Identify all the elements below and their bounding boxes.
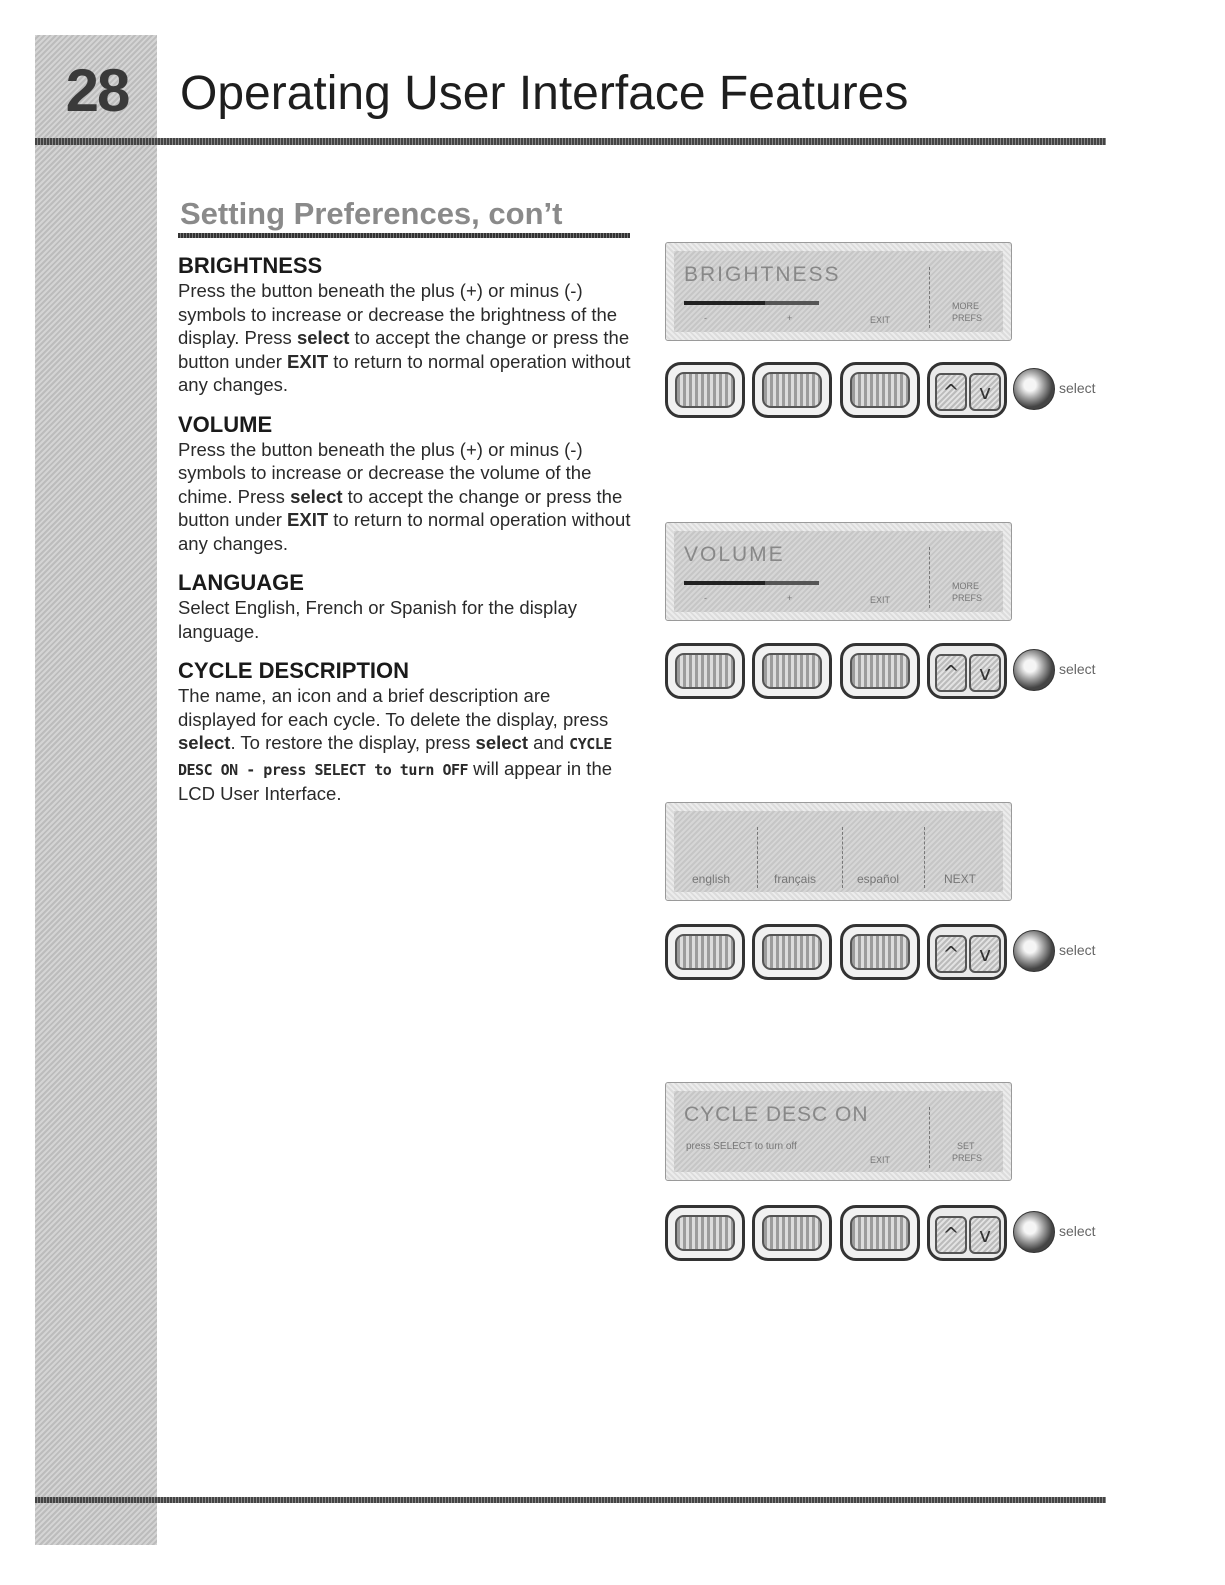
plus-label: +: [787, 593, 793, 603]
plus-label: +: [787, 313, 793, 323]
select-knob[interactable]: [1013, 1211, 1055, 1253]
more-label: MORE: [952, 301, 979, 311]
cycle-description-heading: CYCLE DESCRIPTION: [178, 658, 410, 683]
arrow-buttons: [927, 643, 1007, 699]
select-label: select: [1059, 380, 1096, 396]
down-arrow-icon[interactable]: v: [969, 935, 1001, 973]
page-number: 28: [65, 57, 129, 124]
down-arrow-icon[interactable]: v: [969, 1216, 1001, 1254]
prefs-label: PREFS: [952, 593, 983, 603]
exit-label: EXIT: [870, 315, 891, 325]
lcd-title: CYCLE DESC ON: [684, 1103, 869, 1126]
arrow-buttons: [927, 1205, 1007, 1261]
more-label: MORE: [952, 581, 979, 591]
language-text: Select English, French or Spanish for the display language.: [178, 597, 577, 642]
language-lcd: [665, 802, 1012, 901]
lcd-divider: [929, 547, 930, 608]
lcd-hint: press SELECT to turn off: [686, 1141, 797, 1152]
language-section: [178, 569, 633, 643]
button-row-4: [665, 1205, 1105, 1265]
lcd-title: VOLUME: [684, 543, 785, 566]
english-option: english: [692, 872, 731, 886]
volume-level-bar: [684, 581, 819, 585]
volume-text: Press the button beneath the plus (+) or minus (-) symbols to increase or decrease the volume of the chime. Press select to accept the change or press the button under EXIT to return to normal operation without any changes.: [178, 438, 631, 554]
next-option: NEXT: [944, 872, 977, 886]
select-knob[interactable]: [1013, 930, 1055, 972]
button-row-3: [665, 924, 1105, 984]
cycle-desc-lcd: [665, 1082, 1012, 1181]
brightness-lcd: [665, 242, 1012, 341]
arrow-buttons: [927, 362, 1007, 418]
button-row-2: [665, 643, 1105, 703]
soft-button-3[interactable]: [840, 1205, 920, 1261]
french-option: français: [774, 872, 817, 886]
soft-button-1[interactable]: [665, 1205, 745, 1261]
select-knob[interactable]: [1013, 368, 1055, 410]
language-heading: LANGUAGE: [178, 570, 304, 595]
minus-label: -: [704, 593, 707, 603]
soft-button-1[interactable]: [665, 643, 745, 699]
text-column: [178, 252, 633, 820]
select-label: select: [1059, 1223, 1096, 1239]
select-label: select: [1059, 942, 1096, 958]
exit-label: EXIT: [870, 1155, 891, 1165]
lcd-divider: [842, 827, 843, 888]
section-title: Setting Preferences, con’t: [180, 196, 563, 231]
soft-button-2[interactable]: [752, 643, 832, 699]
lcd-divider: [757, 827, 758, 888]
minus-label: -: [704, 313, 707, 323]
down-arrow-icon[interactable]: v: [969, 654, 1001, 692]
arrow-buttons: [927, 924, 1007, 980]
volume-heading: VOLUME: [178, 411, 273, 437]
select-knob[interactable]: [1013, 649, 1055, 691]
cycle-description-section: [178, 657, 633, 806]
brightness-level-bar: [684, 301, 819, 305]
prefs-label: PREFS: [952, 1153, 983, 1163]
soft-button-2[interactable]: [752, 1205, 832, 1261]
down-arrow-icon[interactable]: v: [969, 373, 1001, 411]
lcd-message-text: CYCLE DESC ON - press SELECT to turn OFF: [178, 735, 612, 779]
lcd-divider: [929, 267, 930, 328]
up-arrow-icon[interactable]: ^: [935, 654, 967, 692]
brightness-text: Press the button beneath the plus (+) or minus (-) symbols to increase or decrease the brightness of the display. Press select to accept the change or press the button under EXIT to return to normal operation without any changes.: [178, 280, 631, 395]
soft-button-2[interactable]: [752, 924, 832, 980]
select-label: select: [1059, 661, 1096, 677]
volume-section: [178, 411, 633, 556]
volume-level-fill: [684, 581, 765, 585]
cycle-description-text: The name, an icon and a brief description are displayed for each cycle. To delete the display, press select. To restore the display, press select and CYCLE DESC ON - press SELECT to turn OFF will appear in the LCD User Interface.: [178, 685, 613, 804]
volume-lcd: [665, 522, 1012, 621]
lcd-divider: [924, 827, 925, 888]
up-arrow-icon[interactable]: ^: [935, 373, 967, 411]
soft-button-2[interactable]: [752, 362, 832, 418]
up-arrow-icon[interactable]: ^: [935, 935, 967, 973]
brightness-heading: BRIGHTNESS: [178, 253, 323, 278]
sidebar-band: [35, 35, 157, 1545]
set-label: SET: [957, 1141, 975, 1151]
brightness-level-fill: [684, 301, 765, 305]
soft-button-1[interactable]: [665, 362, 745, 418]
prefs-label: PREFS: [952, 313, 983, 323]
soft-button-3[interactable]: [840, 362, 920, 418]
page-title: Operating User Interface Features: [180, 67, 909, 120]
lcd-divider: [929, 1107, 930, 1168]
header-rule: [35, 138, 1106, 145]
soft-button-3[interactable]: [840, 924, 920, 980]
button-row-1: [665, 362, 1105, 422]
up-arrow-icon[interactable]: ^: [935, 1216, 967, 1254]
spanish-option: español: [857, 872, 900, 886]
exit-label: EXIT: [870, 595, 891, 605]
brightness-section: [178, 252, 633, 397]
soft-button-3[interactable]: [840, 643, 920, 699]
section-rule: [178, 233, 630, 238]
lcd-title: BRIGHTNESS: [684, 263, 841, 286]
soft-button-1[interactable]: [665, 924, 745, 980]
footer-rule: [35, 1497, 1106, 1503]
